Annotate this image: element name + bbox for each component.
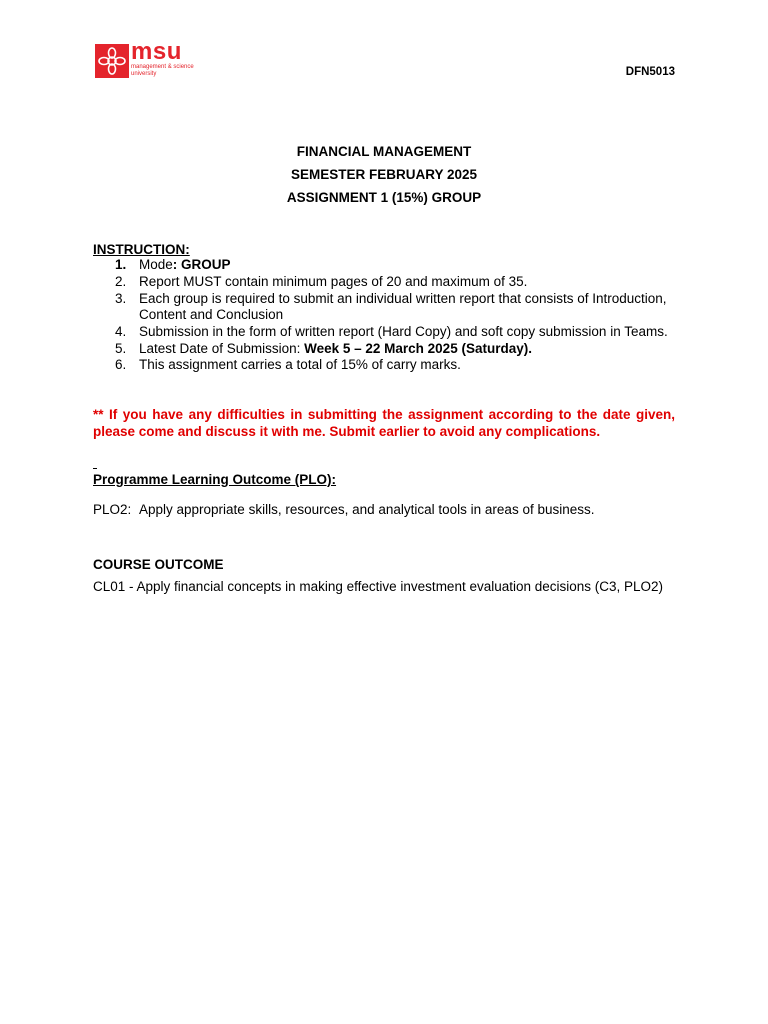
list-item xyxy=(93,291,675,324)
list-number: 1. xyxy=(115,257,127,272)
instruction-heading: INSTRUCTION: xyxy=(93,242,190,257)
stray-underline xyxy=(93,468,97,469)
list-text: This assignment carries a total of 15% of carry marks. xyxy=(139,357,461,373)
list-item xyxy=(93,257,675,274)
list-number: 2. xyxy=(115,273,127,289)
list-number: 3. xyxy=(115,290,127,306)
list-text-bold: : GROUP xyxy=(172,257,231,272)
list-item xyxy=(93,341,675,358)
list-text: Latest Date of Submission: xyxy=(139,340,305,356)
plo-label: PLO2: xyxy=(93,502,132,517)
list-number: 5. xyxy=(115,340,127,356)
list-text: Mode xyxy=(139,257,173,272)
title-assignment: ASSIGNMENT 1 (15%) GROUP xyxy=(286,190,482,205)
msu-logo xyxy=(95,38,200,79)
list-text: Submission in the form of written report (Hard Copy) and soft copy submission in Teams. xyxy=(139,323,668,339)
title-semester: SEMESTER FEBRUARY 2025 xyxy=(290,167,478,182)
plo-heading: Programme Learning Outcome (PLO): xyxy=(93,472,337,487)
list-item xyxy=(93,357,675,374)
logo-subtitle: management & science university xyxy=(131,64,194,77)
list-text-bold: Week 5 – 22 March 2025 (Saturday). xyxy=(304,340,532,356)
list-text: Each group is required to submit an individual written report that consists of Introduction, Content and Conclusion xyxy=(139,290,667,323)
title-course: FINANCIAL MANAGEMENT xyxy=(296,144,472,159)
msu-flower-logo-icon xyxy=(95,44,129,78)
list-item xyxy=(93,324,675,341)
warning-note: ** If you have any difficulties in submitting the assignment according to the date given, please come and discuss it with me. Submit earlier to avoid any complications. xyxy=(93,407,675,439)
course-outcome-heading: COURSE OUTCOME xyxy=(93,557,224,572)
list-number: 6. xyxy=(115,357,127,373)
document-titles xyxy=(0,140,768,209)
course-code: DFN5013 xyxy=(625,66,675,78)
list-text: Report MUST contain minimum pages of 20 and maximum of 35. xyxy=(139,273,528,289)
list-number: 4. xyxy=(115,323,127,339)
list-item xyxy=(93,274,675,291)
instruction-list xyxy=(93,257,675,374)
logo-wordmark: msu xyxy=(131,38,182,65)
course-outcome-text: CL01 - Apply financial concepts in making effective investment evaluation decisions (C3, PLO2) xyxy=(93,579,664,594)
plo-description: Apply appropriate skills, resources, and analytical tools in areas of business. xyxy=(139,502,595,517)
plo-statement xyxy=(93,502,675,517)
